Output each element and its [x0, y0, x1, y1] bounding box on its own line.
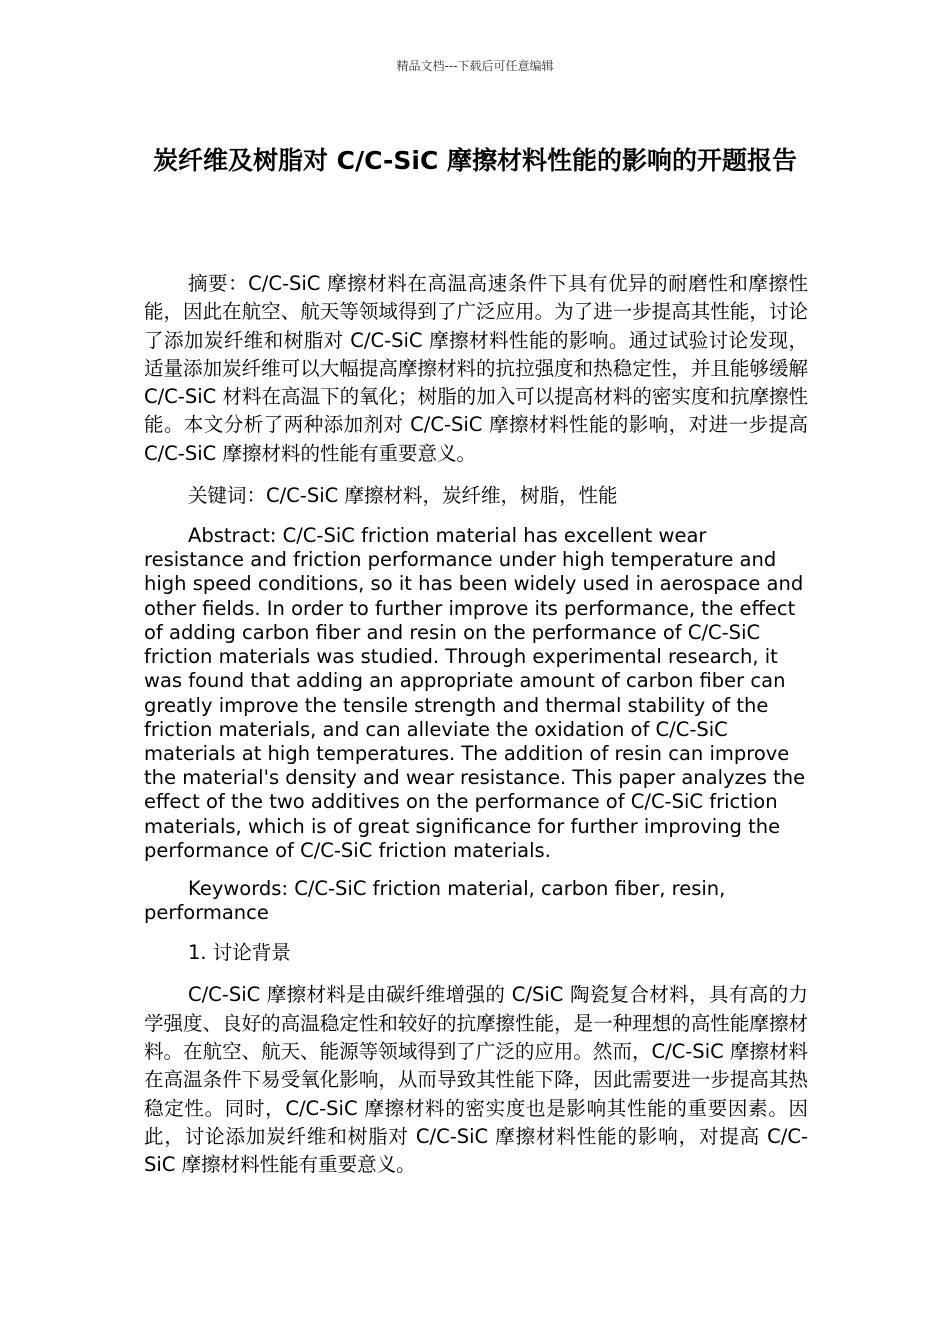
header-note: 精品文档---下载后可任意编辑 [396, 59, 554, 73]
document-title: 炭纤维及树脂对 C/C-SiC 摩擦材料性能的影响的开题报告 [152, 146, 798, 175]
document-body [144, 270, 808, 1193]
keywords-cn: 关键词：C/C-SiC 摩擦材料，炭纤维，树脂，性能 [188, 484, 618, 508]
abstract-en: Abstract: C/C-SiC friction material has excellent wear resistance and friction performance under high temperature and high speed conditions, so it has been widely used in aerospace and other fields. In order to further improve its performance, the effect of adding carbon fiber and resin on the performance of C/C-SiC friction materials was studied. Through experimental research, it was found that adding an appropriate amount of carbon fiber can greatly improve the tensile strength and thermal stability of the friction materials, and can alleviate the oxidation of C/C-SiC materials at high temperatures. The addition of resin can improve the material's density and wear resistance. This paper analyzes the effect of the two additives on the performance of C/C-SiC friction materials, which is of great significance for further improving the performance of C/C-SiC friction materials. [144, 524, 806, 862]
section-heading: 1. 讨论背景 [188, 941, 291, 965]
abstract-cn: 摘要：C/C-SiC 摩擦材料在高温高速条件下具有优异的耐磨性和摩擦性能，因此在航空、航天等领域得到了广泛应用。为了进一步提高其性能，讨论了添加炭纤维和树脂对 C/C-SiC 摩擦材料性能的影响。通过试验讨论发现，适量添加炭纤维可以大幅提高摩擦材料的抗拉强度和热稳定性，并且能够缓解 C/C-SiC 材料在高温下的氧化；树脂的加入可以提高材料的密实度和抗摩擦性能。本文分析了两种添加剂对 C/C-SiC 摩擦材料性能的影响，对进一步提高 C/C-SiC 摩擦材料的性能有重要意义。 [144, 272, 808, 465]
keywords-en: Keywords: C/C-SiC friction material, carbon fiber, resin, performance [144, 876, 726, 925]
section-body: C/C-SiC 摩擦材料是由碳纤维增强的 C/SiC 陶瓷复合材料，具有高的力学强度、良好的高温稳定性和较好的抗摩擦性能，是一种理想的高性能摩擦材料。在航空、航天、能源等领域得到了广泛的应用。然而，C/C-SiC 摩擦材料在高温条件下易受氧化影响，从而导致其性能下降，因此需要进一步提高其热稳定性。同时，C/C-SiC 摩擦材料的密实度也是影响其性能的重要因素。因此，讨论添加炭纤维和树脂对 C/C-SiC 摩擦材料性能的影响，对提高 C/C-SiC 摩擦材料性能有重要意义。 [144, 983, 808, 1177]
